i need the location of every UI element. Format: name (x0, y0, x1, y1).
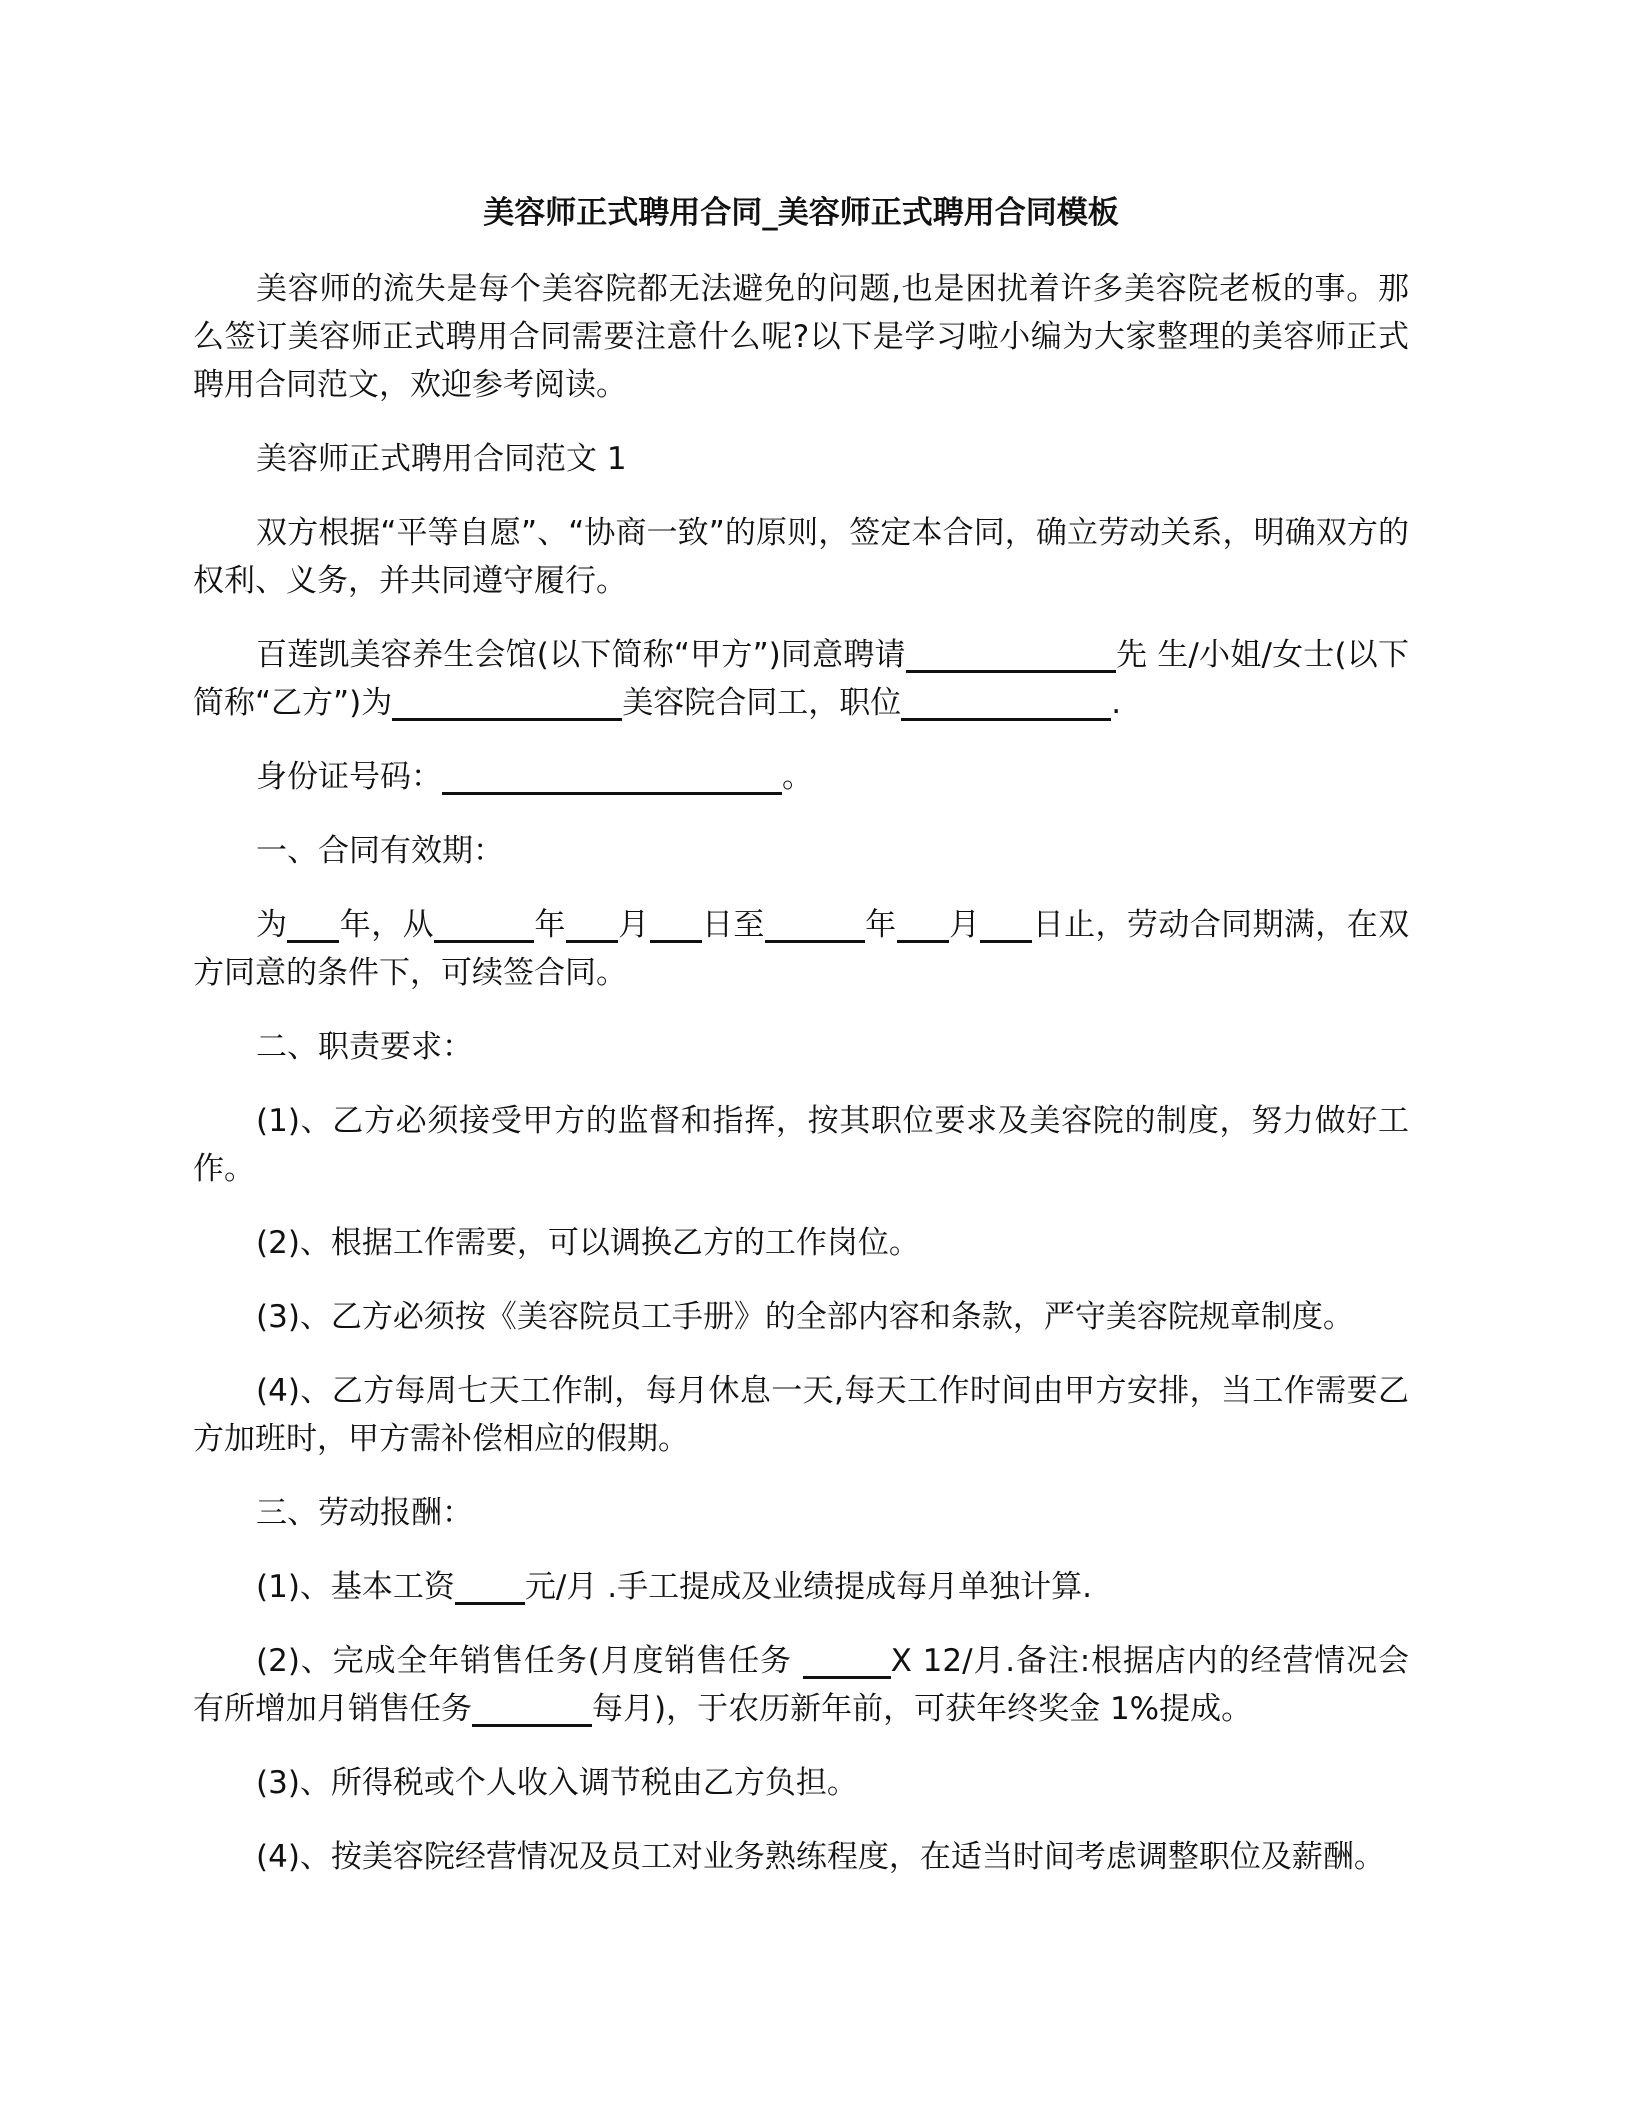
duty-item: (2)、根据工作需要，可以调换乙方的工作岗位。 (256, 1225, 920, 1261)
section3-title: 三、劳动报酬： (256, 1495, 473, 1531)
salary-blank[interactable] (455, 1568, 525, 1605)
start-year-blank[interactable] (434, 906, 534, 943)
text: 年 (533, 907, 566, 943)
text: 日至 (701, 907, 765, 943)
monthly-target-blank[interactable] (803, 1642, 891, 1679)
term-paragraph (193, 901, 1409, 997)
pay-item: (4)、按美容院经营情况及员工对业务熟练程度，在适当时间考虑调整职位及薪酬。 (256, 1839, 1385, 1875)
duty-item: (3)、乙方必须按《美容院员工手册》的全部内容和条款，严守美容院规章制度。 (256, 1299, 1354, 1335)
id-blank[interactable] (442, 758, 782, 795)
intro-paragraph: 美容师的流失是每个美容院都无法避免的问题,也是困扰着许多美容院老板的事。那么签订美容师正式聘用合同需要注意什么呢?以下是学习啦小编为大家整理的美容师正式聘用合同范文，欢迎参考阅读。 (193, 271, 1409, 403)
pay-item: (3)、所得税或个人收入调节税由乙方负担。 (256, 1765, 858, 1801)
pay-item (193, 1563, 1409, 1611)
start-month-blank[interactable] (566, 906, 618, 943)
text: (1)、基本工资 (256, 1569, 455, 1605)
start-day-blank[interactable] (650, 906, 702, 943)
end-year-blank[interactable] (765, 906, 865, 943)
text: 月 (948, 907, 981, 943)
end-month-blank[interactable] (897, 906, 949, 943)
text: 日止，劳动合同期满，在双方同意的条件下，可续签合同。 (193, 907, 1410, 991)
id-label: 身份证号码： (256, 759, 442, 795)
duty-item: (1)、乙方必须接受甲方的监督和指挥，按其职位要求及美容院的制度，努力做好工作。 (193, 1103, 1409, 1187)
section-heading: 美容师正式聘用合同范文 1 (256, 441, 627, 477)
text: 先 生/小姐/女士(以下简称“乙方”)为 (193, 637, 1410, 721)
added-target-blank[interactable] (472, 1690, 592, 1727)
document-title: 美容师正式聘用合同_美容师正式聘用合同模板 (483, 195, 1119, 231)
text: 元/月 .手工提成及业绩提成每月单独计算. (524, 1569, 1092, 1605)
text: X 12/月.备注:根据店内的经营情况会有所增加月销售任务 (193, 1643, 1410, 1727)
text: 美容院合同工，职位 (622, 685, 902, 721)
text: 。 (782, 759, 813, 795)
id-paragraph (193, 753, 1409, 801)
document-page (193, 189, 1409, 1907)
duty-item: (4)、乙方每周七天工作制，每月休息一天,每天工作时间由甲方安排，当工作需要乙方加班时，甲方需补偿相应的假期。 (193, 1373, 1409, 1457)
text: 月 (617, 907, 650, 943)
years-blank[interactable] (287, 906, 339, 943)
text: 百莲凯美容养生会馆(以下简称“甲方”)同意聘请 (256, 637, 906, 673)
text: 年，从 (339, 907, 434, 943)
text: 为 (256, 907, 288, 943)
section2-title: 二、职责要求： (256, 1029, 473, 1065)
position-blank[interactable] (901, 684, 1111, 721)
text: . (1111, 685, 1122, 721)
text: 每月)，于农历新年前，可获年终奖金 1%提成。 (592, 1691, 1253, 1727)
section1-title: 一、合同有效期： (256, 833, 504, 869)
principle-paragraph: 双方根据“平等自愿”、“协商一致”的原则，签定本合同，确立劳动关系，明确双方的权利、义务，并共同遵守履行。 (193, 515, 1409, 599)
hire-paragraph (193, 631, 1409, 727)
end-day-blank[interactable] (980, 906, 1032, 943)
pay-item (193, 1637, 1409, 1733)
salon-blank[interactable] (392, 684, 622, 721)
text: 年 (864, 907, 897, 943)
text: (2)、完成全年销售任务(月度销售任务 (256, 1643, 803, 1679)
name-blank[interactable] (906, 636, 1116, 673)
